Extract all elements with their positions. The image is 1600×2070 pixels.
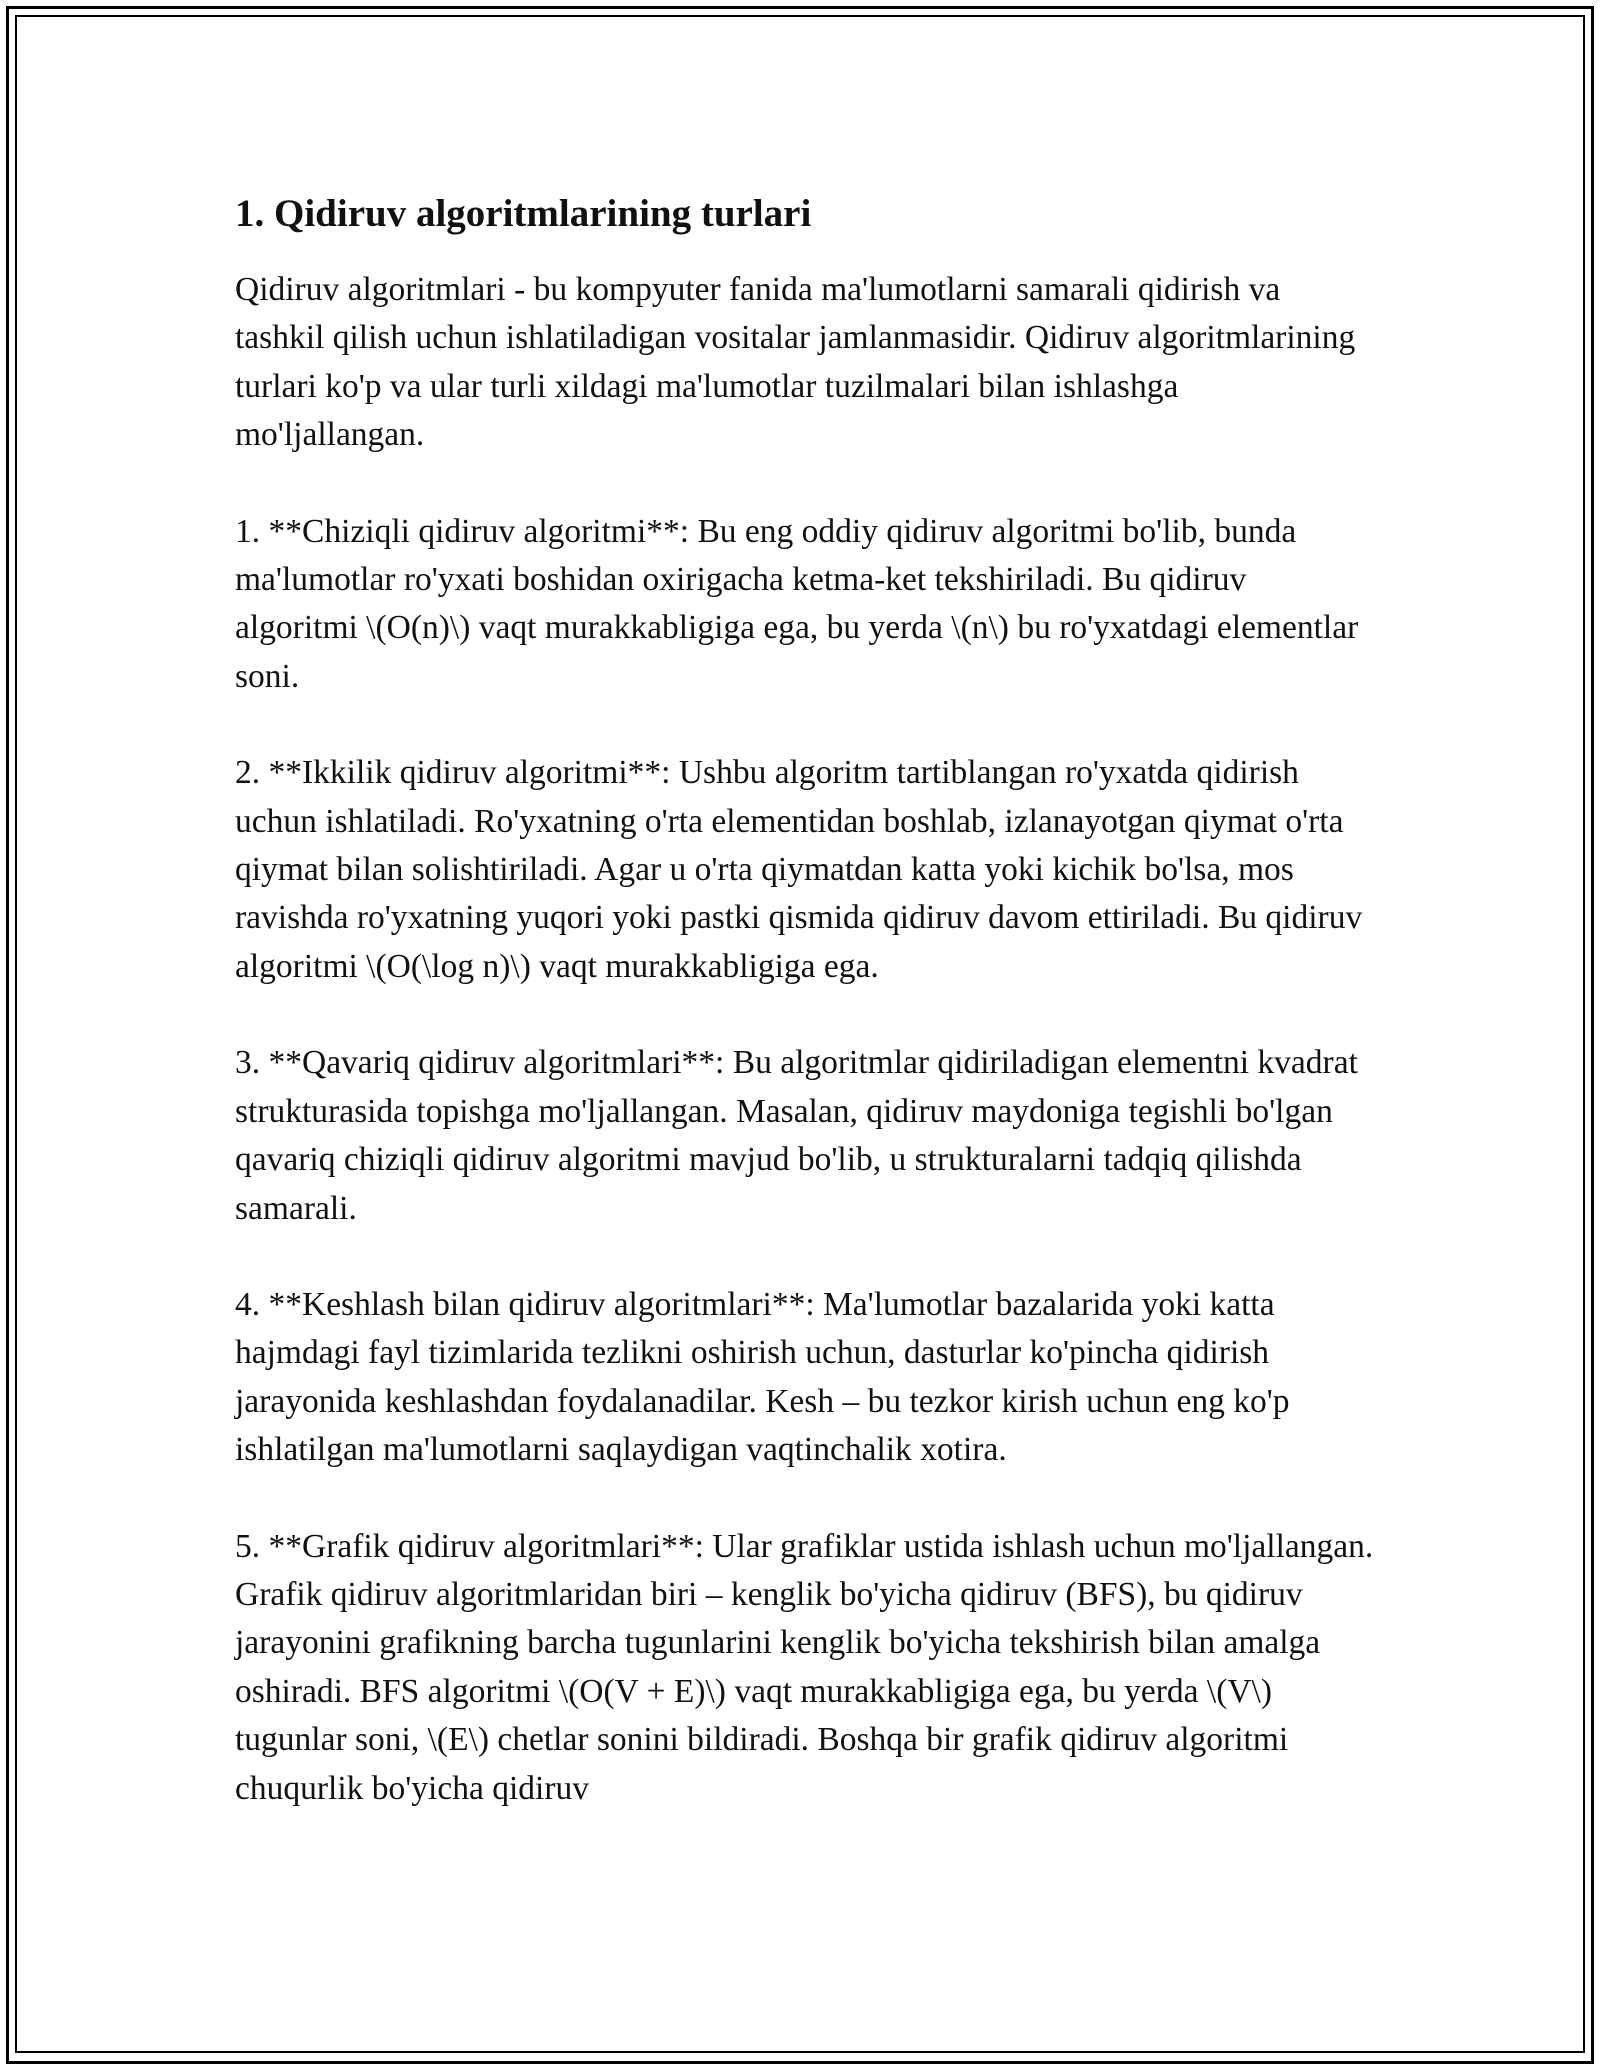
paragraph-convex-search: 3. **Qavariq qidiruv algoritmlari**: Bu algoritmlar qidiriladigan elementni kvadrat strukturasida topishga mo'ljallangan. Masalan, qidiruv maydoniga tegishli bo'lgan qavariq chiziqli qidiruv algoritmi mavjud bo'lib, u strukturalarni tadqiq qilishda samarali.: [235, 1044, 1358, 1227]
paragraph-graph-search: 5. **Grafik qidiruv algoritmlari**: Ular grafiklar ustida ishlash uchun mo'ljallangan. Grafik qidiruv algoritmlaridan biri – kenglik bo'yicha qidiruv (BFS), bu qidiruv jarayonini grafikning barcha tugunlarini kenglik bo'yicha tekshirish bilan amalga oshiradi. BFS algoritmi \(O(V + E)\) vaqt murakkabligiga ega, bu yerda \(V\) tugunlar soni, \(E\) chetlar sonini bildiradi. Boshqa bir grafik qidiruv algoritmi chuqurlik bo'yicha qidiruv: [235, 1527, 1374, 1807]
intro-paragraph: Qidiruv algoritmlari - bu kompyuter fanida ma'lumotlarni samarali qidirish va tashkil qilish uchun ishlatiladigan vositalar jamlanmasidir. Qidiruv algoritmlarining turlari ko'p va ular turli xildagi ma'lumotlar tuzilmalari bilan ishlashga mo'ljallangan.: [235, 271, 1356, 454]
paragraph-linear-search: 1. **Chiziqli qidiruv algoritmi**: Bu eng oddiy qidiruv algoritmi bo'lib, bunda ma'lumotlar ro'yxati boshidan oxirigacha ketma-ket tekshiriladi. Bu qidiruv algoritmi \(O(n)\) vaqt murakkabligiga ega, bu yerda \(n\) bu ro'yxatdagi elementlar soni.: [235, 512, 1359, 695]
paragraph-cache-search: 4. **Keshlash bilan qidiruv algoritmlari**: Ma'lumotlar bazalarida yoki katta hajmdagi fayl tizimlarida tezlikni oshirish uchun, dasturlar ko'pincha qidirish jarayonida keshlashdan foydalanadilar. Kesh – bu tezkor kirish uchun eng ko'p ishlatilgan ma'lumotlarni saqlaydigan vaqtinchalik xotira.: [235, 1285, 1290, 1469]
paragraph-binary-search: 2. **Ikkilik qidiruv algoritmi**: Ushbu algoritm tartiblangan ro'yxatda qidirish uchun ishlatiladi. Ro'yxatning o'rta elementidan boshlab, izlanayotgan qiymat o'rta qiymat bilan solishtiriladi. Agar u o'rta qiymatdan katta yoki kichik bo'lsa, mos ravishda ro'yxatning yuqori yoki pastki qismida qidiruv davom ettiriladi. Bu qidiruv algoritmi \(O(\log n)\) vaqt murakkabligiga ega.: [235, 754, 1363, 985]
document-body: [235, 188, 1375, 1861]
document-title: 1. Qidiruv algoritmlarining turlari: [235, 192, 812, 235]
